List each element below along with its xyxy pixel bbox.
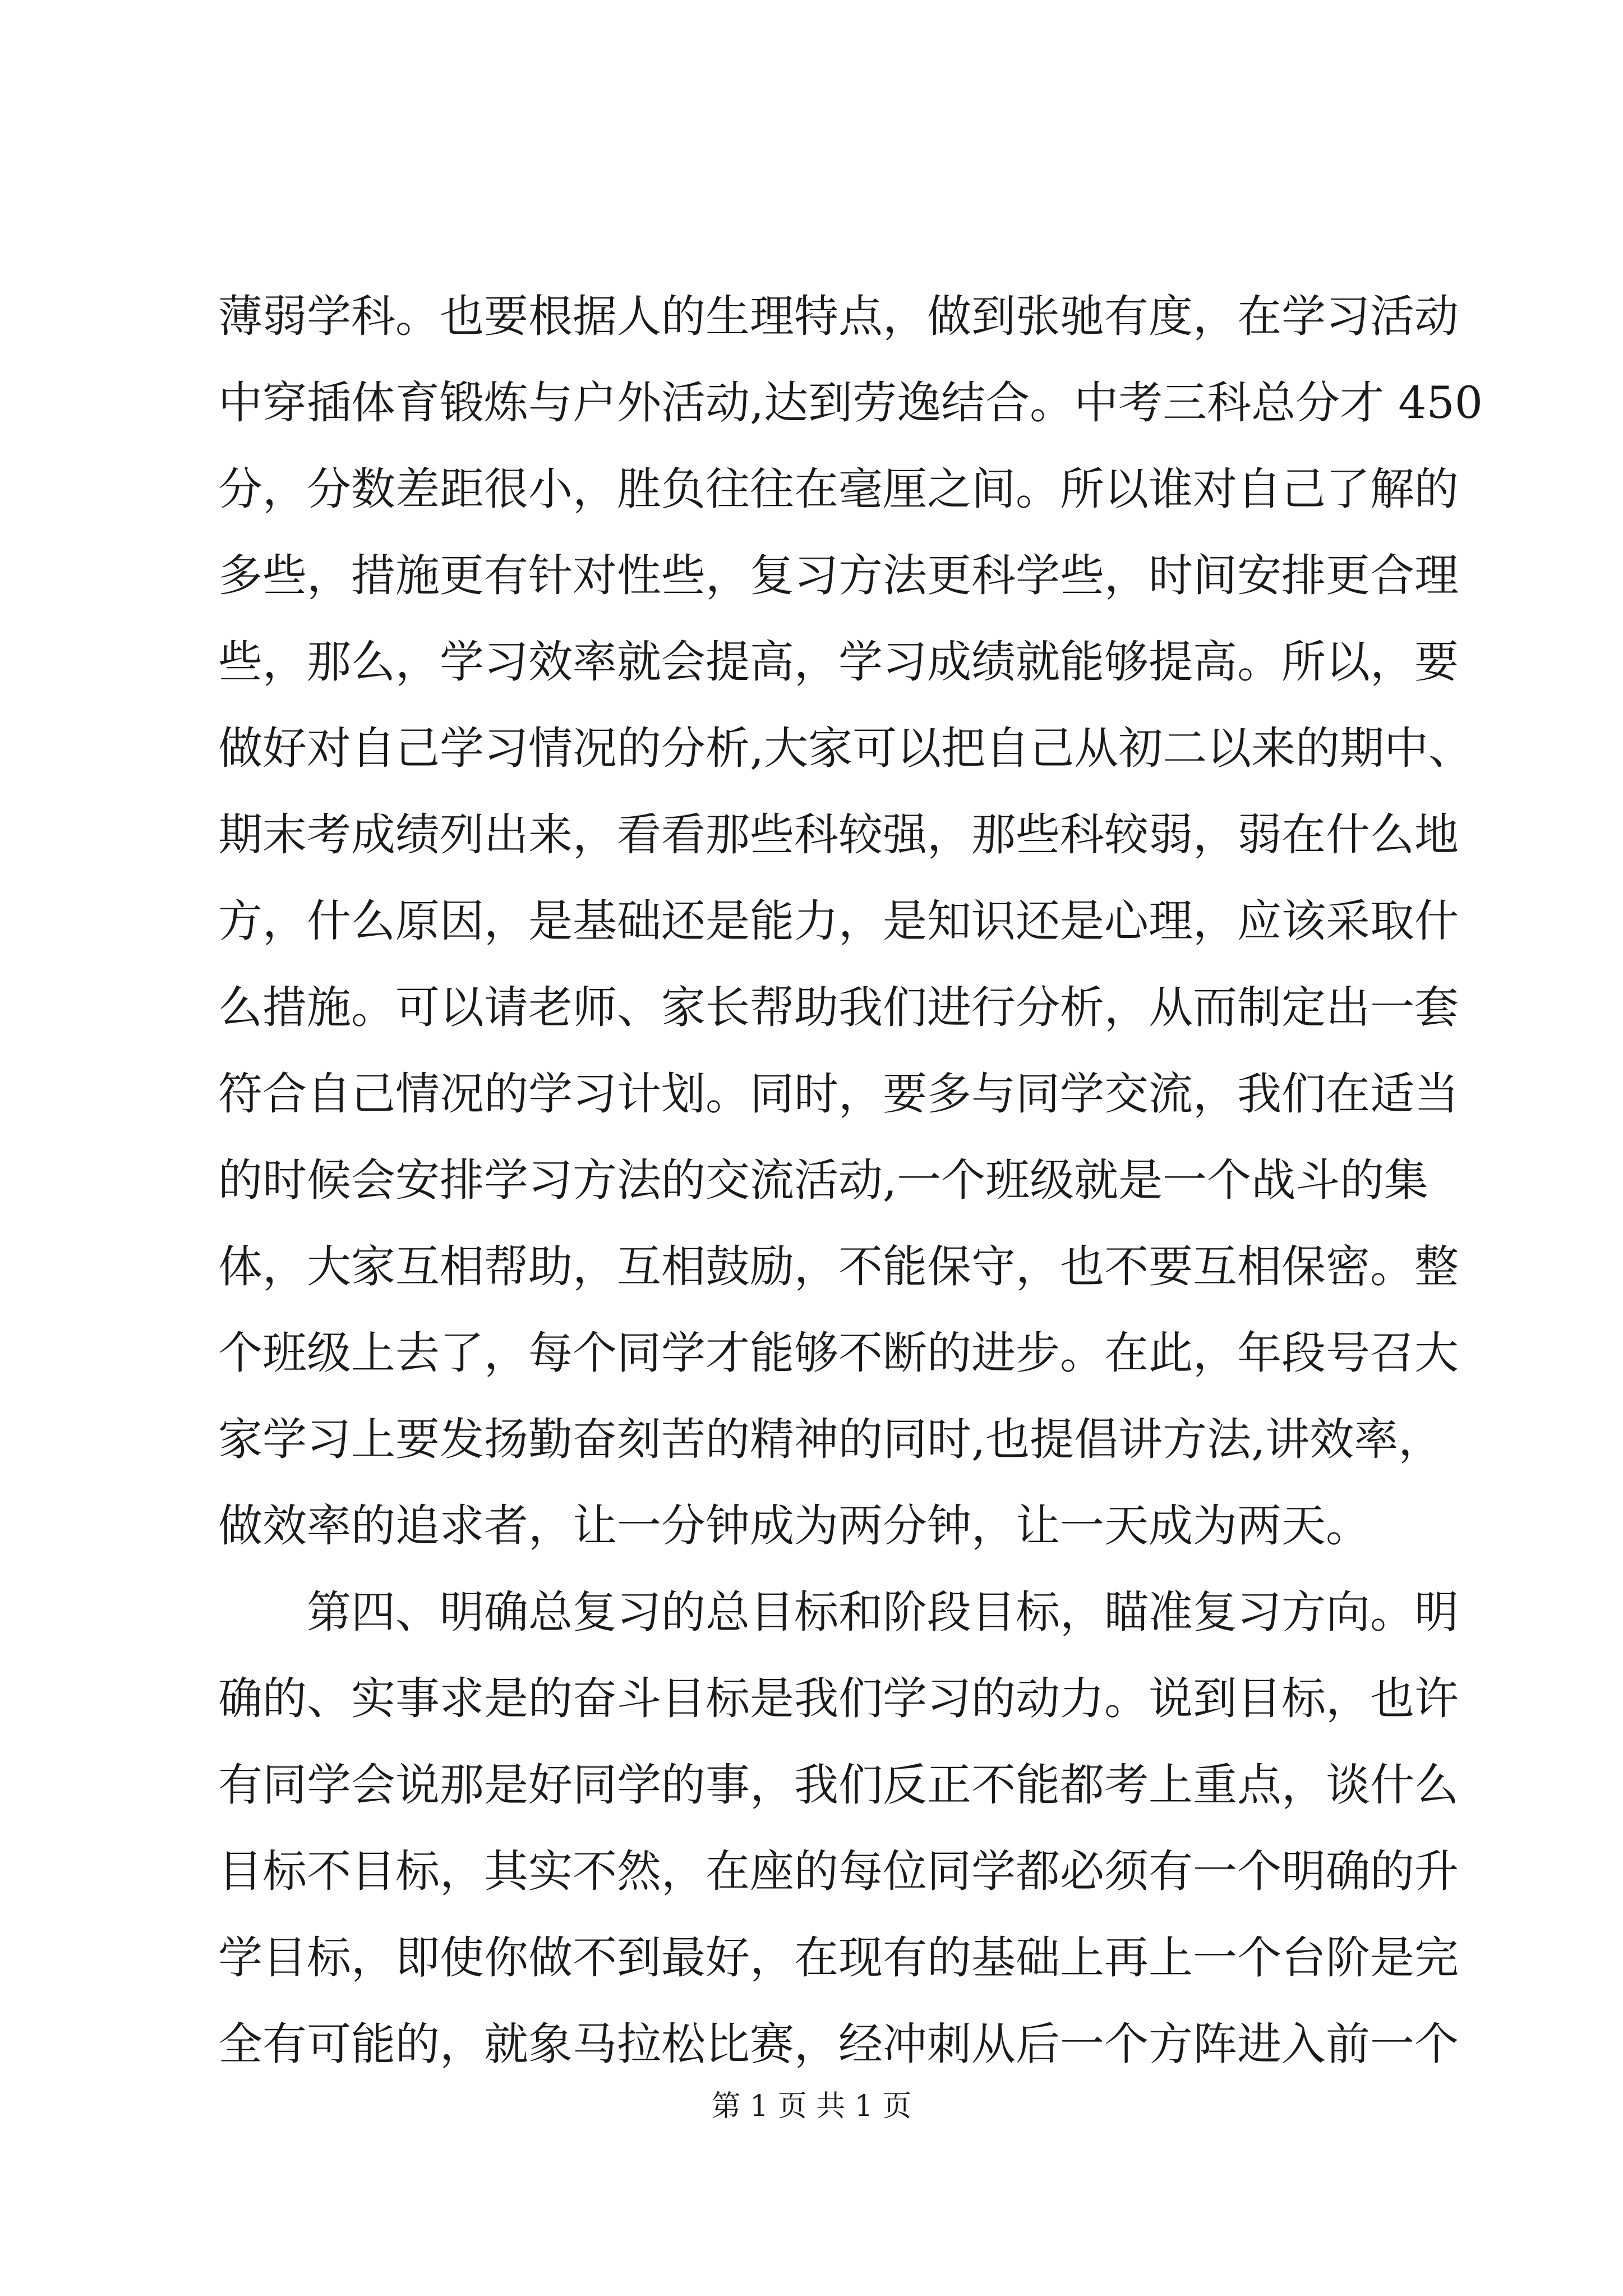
text-line: 分，分数差距很小，胜负往往在毫厘之间。所以谁对自己了解的 bbox=[218, 463, 1459, 515]
page-footer bbox=[0, 2082, 1623, 2124]
text-line: 的时候会安排学习方法的交流活动,一个班级就是一个战斗的集 bbox=[218, 1154, 1429, 1206]
text-line: 符合自己情况的学习计划。同时，要多与同学交流，我们在适当 bbox=[218, 1068, 1459, 1120]
page-number: 第 1 页 共 1 页 bbox=[711, 2090, 912, 2123]
text-line: 薄弱学科。也要根据人的生理特点，做到张驰有度，在学习活动 bbox=[218, 291, 1459, 342]
text-line: 做好对自己学习情况的分析,大家可以把自己从初二以来的期中、 bbox=[218, 723, 1473, 774]
text-line: 全有可能的，就象马拉松比赛，经冲刺从后一个方阵进入前一个 bbox=[218, 2018, 1459, 2070]
text-line: 么措施。可以请老师、家长帮助我们进行分析，从而制定出一套 bbox=[218, 982, 1459, 1033]
text-line: 有同学会说那是好同学的事，我们反正不能都考上重点，谈什么 bbox=[218, 1759, 1459, 1811]
text-line: 目标不目标，其实不然，在座的每位同学都必须有一个明确的升 bbox=[218, 1846, 1459, 1897]
paragraph-first-line: 第四、明确总复习的总目标和阶段目标，瞄准复习方向。明 bbox=[307, 1586, 1459, 1638]
text-line: 做效率的追求者，让一分钟成为两分钟，让一天成为两天。 bbox=[218, 1500, 1370, 1552]
text-line: 方，什么原因，是基础还是能力，是知识还是心理，应该采取什 bbox=[218, 895, 1459, 947]
text-line: 个班级上去了，每个同学才能够不断的进步。在此，年段号召大 bbox=[218, 1327, 1459, 1379]
text-line: 体，大家互相帮助，互相鼓励，不能保守，也不要互相保密。整 bbox=[218, 1241, 1459, 1292]
text-line: 些，那么，学习效率就会提高，学习成绩就能够提高。所以，要 bbox=[218, 636, 1459, 688]
text-line: 确的、实事求是的奋斗目标是我们学习的动力。说到目标，也许 bbox=[218, 1673, 1459, 1724]
text-line: 家学习上要发扬勤奋刻苦的精神的同时,也提倡讲方法,讲效率， bbox=[218, 1414, 1443, 1465]
text-line: 期末考成绩列出来，看看那些科较强，那些科较弱，弱在什么地 bbox=[218, 809, 1459, 861]
text-line: 学目标，即使你做不到最好，在现有的基础上再上一个台阶是完 bbox=[218, 1932, 1459, 1984]
text-line: 多些，措施更有针对性些，复习方法更科学些，时间安排更合理 bbox=[218, 550, 1459, 601]
body-text bbox=[218, 273, 1483, 2087]
text-line: 中穿插体育锻炼与户外活动,达到劳逸结合。中考三科总分才 450 bbox=[218, 377, 1483, 429]
